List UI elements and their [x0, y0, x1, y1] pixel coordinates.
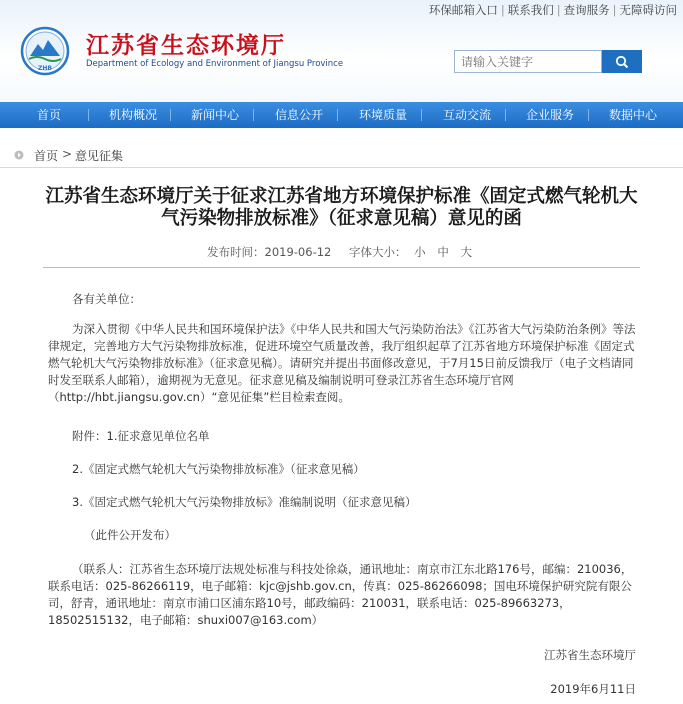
nav-separator: [588, 109, 589, 121]
sign-date: 2019年6月11日: [550, 682, 636, 696]
breadcrumb-home[interactable]: 首页: [34, 149, 59, 163]
breadcrumb-current[interactable]: 意见征集: [75, 149, 124, 163]
font-size-medium[interactable]: 中: [437, 245, 449, 259]
search-icon: [615, 55, 629, 69]
nav-item-interaction[interactable]: 互动交流: [443, 108, 492, 122]
font-size-label: 字体大小：: [349, 245, 407, 259]
signature: 江苏省生态环境厅: [544, 648, 636, 662]
nav-item-disclosure[interactable]: 信息公开: [275, 108, 324, 122]
site-title: 江苏省生态环境厅: [86, 32, 286, 59]
publish-date: 2019-06-12: [264, 245, 332, 259]
top-link-separator: |: [556, 3, 561, 17]
nav-separator: [421, 109, 422, 121]
breadcrumb: [0, 140, 683, 168]
top-link-accessibility[interactable]: 无障碍访问: [619, 3, 677, 17]
top-link-separator: |: [500, 3, 505, 17]
logo-emblem-icon: [16, 26, 74, 76]
nav-separator: [505, 109, 506, 121]
public-note: （此件公开发布）: [84, 528, 176, 542]
logo-text: ZHB: [38, 65, 52, 72]
nav-item-home[interactable]: 首页: [37, 108, 62, 122]
site-logo[interactable]: [16, 26, 74, 76]
site-header: [0, 0, 683, 102]
contact-info: （联系人：江苏省生态环境厅法规处标准与科技处徐焱，通讯地址：南京市江东北路176号，邮编：210036，联系电话：025-86266119，电子邮箱：kjc@jshb.gov.cn，传真：025-86266098；国电环境保护研究院有限公司，舒青，通讯地址：南京市浦口区浦东路10号，邮政编码：210031，联系电话：025-89663273，18502515132，电子邮箱：shuxi007@163.com）: [48, 562, 633, 627]
nav-item-environment-quality[interactable]: 环境质量: [359, 108, 408, 122]
body-paragraph: 为深入贯彻《中华人民共和国环境保护法》《中华人民共和国大气污染防治法》《江苏省大气污染防治条例》等法律规定，完善地方大气污染物排放标准，促进环境空气质量改善，我厅组织起草了江苏省地方环境保护标准《固定式燃气轮机大气污染物排放标准》（征求意见稿）。请研究并提出书面修改意见，于7月15日前反馈我厅（电子文档请同时发至联系人邮箱），逾期视为无意见。征求意见稿及编制说明可登录江苏省生态环境厅官网（http://hbt.jiangsu.gov.cn）“意见征集”栏目检索查阅。: [48, 322, 636, 404]
main-nav: [0, 102, 683, 128]
attachment-3: 3.《固定式燃气轮机大气污染物排放标》准编制说明（征求意见稿）: [72, 495, 417, 509]
font-size-large[interactable]: 大: [460, 245, 472, 259]
nav-separator: [253, 109, 254, 121]
top-links: [429, 2, 677, 18]
attachment-2: 2.《固定式燃气轮机大气污染物排放标准》（征求意见稿）: [72, 462, 365, 476]
top-link-separator: |: [612, 3, 617, 17]
search-button[interactable]: [602, 50, 642, 73]
font-size-small[interactable]: 小: [414, 245, 426, 259]
title-divider: [43, 267, 640, 268]
nav-item-about[interactable]: 机构概况: [109, 108, 158, 122]
publish-label: 发布时间：: [207, 245, 265, 259]
nav-separator: [170, 109, 171, 121]
nav-item-news[interactable]: 新闻中心: [191, 108, 240, 122]
top-link-contact[interactable]: 联系我们: [507, 3, 554, 17]
nav-separator: [88, 109, 89, 121]
article-title: 江苏省生态环境厅关于征求江苏省地方环境保护标准《固定式燃气轮机大气污染物排放标准》（征求意见稿）意见的函: [45, 186, 638, 229]
site-subtitle: Department of Ecology and Environment of Jiangsu Province: [86, 59, 344, 69]
nav-separator: [337, 109, 338, 121]
nav-item-data-center[interactable]: 数据中心: [609, 108, 658, 122]
attachment-1: 附件：1.征求意见单位名单: [72, 429, 210, 443]
nav-item-enterprise[interactable]: 企业服务: [526, 108, 575, 122]
top-link-query[interactable]: 查询服务: [563, 3, 610, 17]
article-meta: [0, 244, 683, 260]
top-link-email[interactable]: 环保邮箱入口: [428, 3, 498, 17]
salutation: 各有关单位：: [72, 292, 141, 306]
breadcrumb-separator: >: [62, 147, 73, 161]
search-input[interactable]: [454, 50, 602, 73]
location-icon: [14, 150, 24, 160]
